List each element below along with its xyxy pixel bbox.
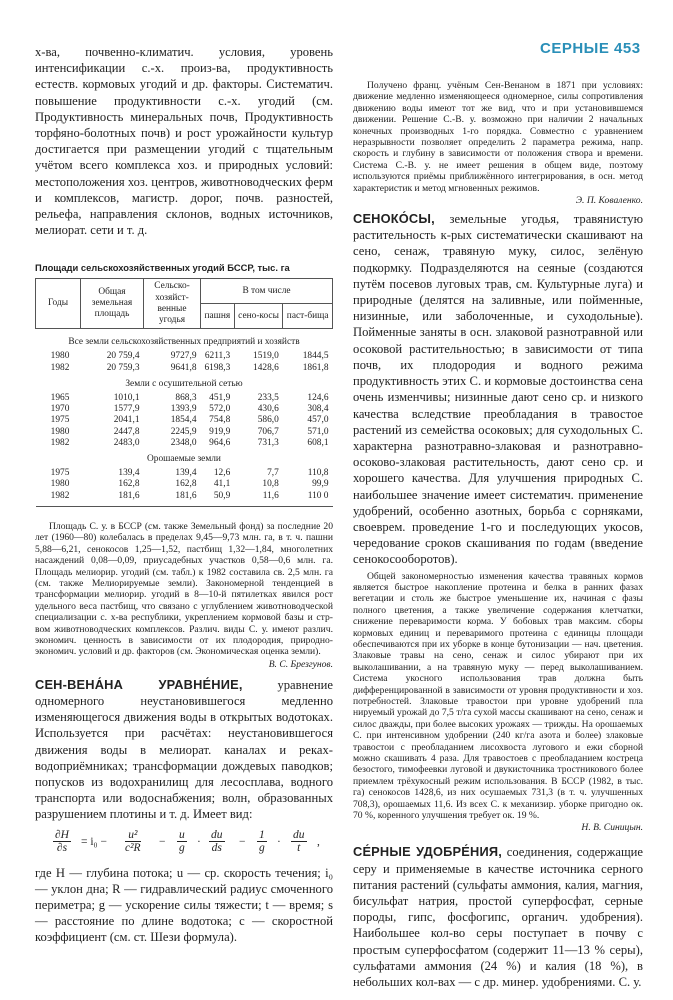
- right-column: [353, 80, 643, 990]
- senokosy-term: СЕНОКО́СЫ,: [353, 211, 435, 227]
- senvenan-text: уравнение одномерного неустановившегося медленно изменяющегося движения воды в открытых водотоках. Используется при расчётах: неустановившегося движения воды в мелиорат. каналах и реках-водоприёмниках; трансформации дождевых паводков; попусков из водохранилищ для лесосплава, водного транспорта или водоснабжения; волн, образованных разрушением плотины и т. д. Имеет вид:: [35, 677, 333, 822]
- sernye-term: СЕ́РНЫЕ УДОБРЕ́НИЯ,: [353, 844, 503, 860]
- running-title: СЕРНЫЕ 453: [540, 40, 641, 57]
- senvenan-legend: где H — глубина потока; u — ср. скорость течения; i₀ — уклон дна; R — гидравлический радиус смоченного периметра; g — ускорение силы тяжести; t — время; s — расстояние по длине водотока; c — скоростной коэффициент (см. ст. Шези формула).: [35, 865, 333, 945]
- table-row: 1980 162,8 162,8 41,1 10,8 99,9: [50, 479, 329, 490]
- header-hay: сено-косы: [234, 304, 283, 329]
- senokosy-smallprint: Общей закономерностью изменения качества травяных кормов является быстрое накопление протеина и белка в ранних фазах вегетации и столь же быстрое уменьшение их, начиная с фазы полного цветения, а также увеличение содержания клетчатки, снижение переваримости корма. У бобовых трав максим. сборы кормовых единиц и переваримого протеина с единицы площади обеспечиваются при их уборке в конце бутонизации — нач. цветения. Злаковые травы на сено, сенаж и силос убирают при их выколашивании, а на травяную муку — перед выколашиванием. Система укосного использования трав должна быть дифференцированной в зависимости от уровня продуктивности и хоз. потребностей. Злаковые травостои при уровне удобрений пла нируемый урожай до 7,5 т/га сухой массы скашивают на сено, сенаж и силос дважды, при более высоких урожаях — трижды. На орошаемых С. при интенсивном удобрении (240 кг/га азота и более) злаковые травостои с преобладанием лисохвоста лугового и ежи сборной можно скашивать 4 раза. Для травостоев с преобладанием кострeца безостого, тимофеевки луговой и двукисточника тростникового более приемлем трёхукосный режим использования. В БССР (1982, в тыс. га) сенокосов 1428,6, из них осушаемых 731,3 (в т. ч. улучшенных 708,3), орошаемых 11,6. Из всех С. к механизир. уборке пригодно ок. 70 %, коренного улучшения требует ок. 19 %.: [353, 570, 643, 822]
- table-section-drained: [36, 374, 333, 449]
- table-row: 1975 2041,1 1854,4 754,8 586,0 457,0: [50, 415, 329, 426]
- area-paragraph: Площадь С. у. в БССР (см. также Земельный фонд) за последние 20 лет (1960—80) колебалась в пределах 9,45—9,73 млн. га, в т. ч. пашни 5,88—6,21, сенокосов 1,25—1,52, пастбищ 1,32—1,84, многолетних насаждений 0,08—0,09, приусадебных участков 0,58—0,6 млн. га. Площадь мелиорир. угодий (см. табл.) к 1982 составила св. 2,5 млн. га (см. также Мелиорируемые земли). Закономерной тенденцией в трансформации мелиорир. угодий в 8—10-й пятилетках явился рост удельного веса пастбищ, что связано с углублением животноводческой специализации с. х-ва республики, укреплением кормовой базы и стр-вом животноводческих комплексов. Различ. виды С. у. имеют различ. экономич. ценность в зависимости от их плодородия, природно-экономич. условий и др. факторов (см. Экономическая оценка земли).: [35, 520, 333, 658]
- senvenan-article: [35, 677, 333, 823]
- intro-paragraph: х-ва, почвенно-климатич. условия, уровень интенсификации с.-х. произ-ва, продуктивность естеств. кормовых угодий и др. факторы. Систематич. повышение продуктивности с.-х. угодий (см. Продуктивность минеральных почв, Продуктивность торфяно-болотных почв) и рост урожайности культур достигается при размещении угодий с тщательным учётом всего комплекса хоз. и природных условий: местоположения хоз. центров, животноводческих ферм и комплексов, магистр. дорог, почв. разностей, рельефа, направления склонов, водных источников, мелиорат. сети и т. д.: [35, 45, 333, 238]
- sernye-text: соединения, содержащие серу и применяемые в качестве источника серного питания растений (сульфаты аммония, калия, магния, бисульфат натрия, простой суперфосфат, серные породы, гипс, фосфогипс, органич. удобрения). Наибольшее кол-во серы поступает в почву с простым суперфосфатом (содержит 11—13 % серы), сульфатами аммония (24 %) и калия (18 %), в небольших кол-вах — с др. минер. удобрениями. С. у.: [353, 845, 643, 990]
- header-incl: В том числе: [201, 279, 333, 304]
- section-title: Все земли сельскохозяйственных предприятий и хозяйств: [68, 337, 300, 348]
- area-author: В. С. Брезгунов.: [268, 658, 333, 670]
- header-years: Годы: [36, 279, 81, 329]
- header-agri: Сельско-хозяйст-венные угодья: [144, 279, 201, 329]
- senvenan-author: Э. П. Коваленко.: [575, 195, 643, 207]
- section-title: Земли с осушительной сетью: [125, 378, 243, 389]
- header-arable: пашня: [201, 304, 235, 329]
- table-title: Площади сельскохозяйственных угодий БССР, тыс. га: [35, 262, 290, 274]
- senvenan-term: СЕН-ВЕНА́НА УРАВНЕ́НИЕ,: [35, 676, 243, 692]
- senokosy-article: [353, 211, 643, 567]
- header-total: Общая земельная площадь: [81, 279, 144, 329]
- table-row: 1982 2483,0 2348,0 964,6 731,3 608,1: [50, 437, 329, 448]
- area-table: [35, 278, 333, 506]
- table-row: 1982 20 759,3 9641,8 6198,3 1428,6 1861,8: [50, 362, 329, 373]
- left-column: [35, 44, 333, 946]
- table-row: 1982 181,6 181,6 50,9 11,6 110 0: [36, 491, 333, 507]
- table-row: 1965 1010,1 868,3 451,9 233,5 124,6: [50, 393, 329, 404]
- table-section-irrigated: [36, 449, 333, 506]
- senvenan-continuation: Получено франц. учёным Сен-Венаном в 1871 при условиях: движение медленно изменяющееся одномерное, силы сопротивления движению воды имеют тот же вид, что и при установившемся движении. Решение С.-В. у. возможно при наличии 2 начальных конечных производных 1-го порядка. Совместно с уравнением неразрывности позволяет определить 2 параметра режима, напр. скорость и глубину в зависимости от положения створа и времени. Система С.-В. у. не имеет решения в общем виде, поэтому используются приёмы приближённого интегрирования, в осн. метод характеристик и метод мгновенных режимов.: [353, 80, 643, 194]
- table-row: 1975 139,4 139,4 12,6 7,7 110,8: [50, 468, 329, 479]
- senvenan-formula: $\frac{\partial H}{\partial s}$ = i₀ − $\frac{\text{u²}}{\text{c²R}}$ − $\frac{u}{g}$ · $\frac{du}{ds}$ − $\frac{1}{g}$ · $\frac{du}{t}$ ,: [55, 828, 320, 854]
- sernye-article: [353, 844, 643, 990]
- section-title: Орошаемые земли: [147, 454, 221, 465]
- table-row: 1980 2447,8 2245,9 919,9 706,7 571,0: [50, 426, 329, 437]
- table-row: 1980 20 759,4 9727,9 6211,3 1519,0 1844,5: [50, 351, 329, 362]
- table-row: 1970 1577,9 1393,9 572,0 430,6 308,4: [50, 404, 329, 415]
- senokosy-author: Н. В. Синицын.: [581, 822, 643, 834]
- senokosy-text: земельные угодья, травянистую растительность к-рых систематически скашивают на сено, сенаж, травяную муку, силос, зелёную подкормку. Подразделяются на сеяные (создаются путём посевов луговых трав, см. Культурные луга) и природные (делятся на заливные, или пойменные, низинные, или заболоченные, и суходольные). Пойменные заняты в осн. злаковой разнотравной или осоковой растительностью; в зависимости от типа почв, их плодородия и водного режима продуктивность этих С. и кормовые достоинства сена очень изменчивы; низинные дают сено ср. и низкого качества вследствие преобладания в травостое растений из семейства осоковых; для суходольных С. характерна разнотравно-злаковая и разнотравно-осоково-злаковая растительность, дают сено ср. и хорошего качества. Для улучшения природных С. наибольшее значение имеет систематич. применение удобрений, особенно азотных, борьба с сорняками, своеврем. проведение 1-го и последующих укосов, чередование сроков скашивания по годам (введение сенокосооборотов).: [353, 212, 643, 567]
- table-section-all: [36, 329, 333, 374]
- header-pasture: паст-бища: [283, 304, 333, 329]
